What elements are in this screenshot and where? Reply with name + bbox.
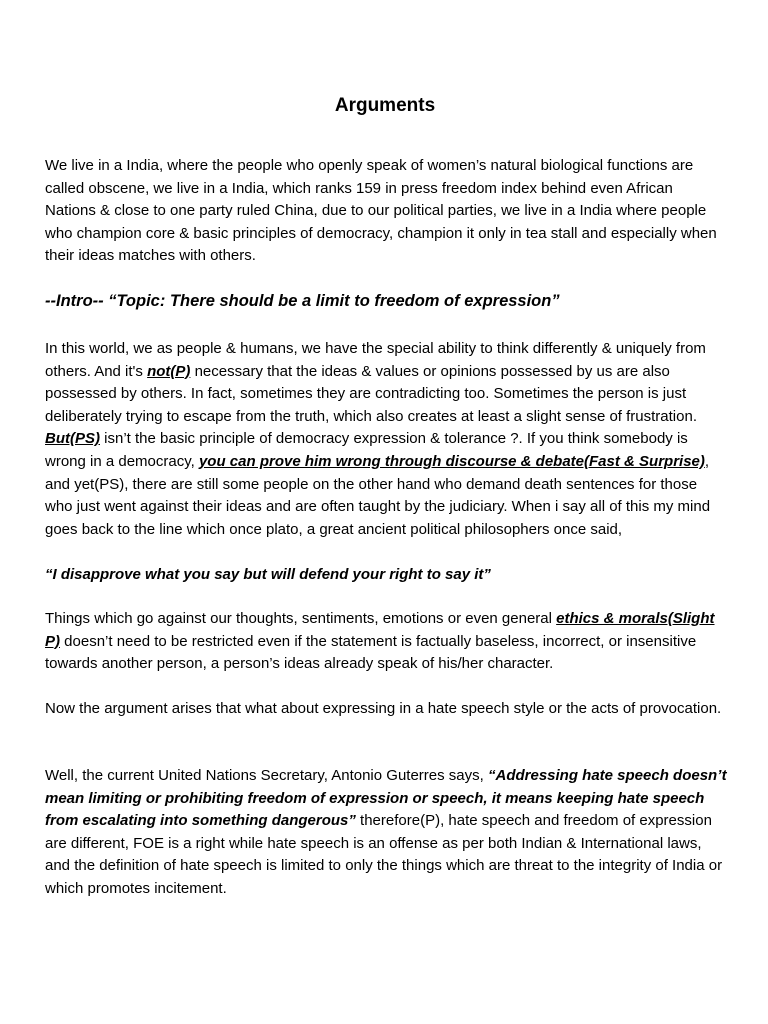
intro-topic-heading: --Intro-- “Topic: There should be a limit to freedom of expression” (45, 292, 560, 310)
argument-text-3: isn’t the basic principle of democracy expression & tolerance ?. If you think somebody is wrong in a democracy, (45, 430, 688, 470)
guterres-quote: “Addressing hate speech doesn’t mean limiting or prohibiting freedom of expression or speech, it means keeping hate speech from escalating into something dangerous” (45, 767, 727, 830)
plato-quote: “I disapprove what you say but will defend your right to say it” (45, 566, 491, 583)
ethics-paragraph (45, 608, 727, 676)
document-title: Arguments (334, 95, 436, 116)
guterres-text-1: Well, the current United Nations Secretary, Antonio Guterres says, (45, 767, 488, 784)
emphasis-not-p: not(P) (147, 362, 191, 380)
argument-text-1: In this world, we as people & humans, we have the special ability to think differently & uniquely from others. And it's (45, 340, 706, 380)
argument-paragraph (45, 338, 727, 541)
opening-paragraph: We live in a India, where the people who openly speak of women’s natural biological functions are called obscene, we live in a India, which ranks 159 in press freedom index behind even African Nations & close to one party ruled China, due to our political parties, we live in a India where people who champion core & basic principles of democracy, champion it only in tea stall and especially when their ideas matches with others. (45, 157, 717, 265)
emphasis-but-ps: But(PS) (45, 430, 100, 448)
emphasis-ethics-morals: ethics & morals(Slight P) (45, 610, 715, 650)
guterres-paragraph (45, 765, 727, 901)
guterres-text-2: therefore(P), hate speech and freedom of expression are different, FOE is a right while hate speech is an offense as per both Indian & International laws, and the definition of hate speech is limited to only the things which are threat to the integrity of India or which promotes incitement. (45, 812, 723, 897)
ethics-text-2: doesn’t need to be restricted even if the statement is factually baseless, incorrect, or insensitive towards another person, a person’s ideas already speak of his/her character. (45, 632, 697, 673)
argument-text-2: necessary that the ideas & values or opinions possessed by us are also possessed by others. In fact, sometimes they are contradicting too. Sometimes the person is just deliberately trying to escape from the truth, which also creates at least a slight sense of frustration. (45, 362, 697, 425)
ethics-text-1: Things which go against our thoughts, sentiments, emotions or even general (45, 610, 557, 627)
hate-speech-paragraph: Now the argument arises that what about expressing in a hate speech style or the acts of provocation. (45, 700, 722, 717)
emphasis-discourse-debate: you can prove him wrong through discourse & debate(Fast & Surprise) (198, 452, 705, 470)
argument-text-4: , and yet(PS), there are still some people on the other hand who demand death sentences for those who just went against their ideas and are often taught by the judiciary. When i say all of this my mind goes back to the line which once plato, a great ancient political philosophers once said, (45, 452, 711, 538)
